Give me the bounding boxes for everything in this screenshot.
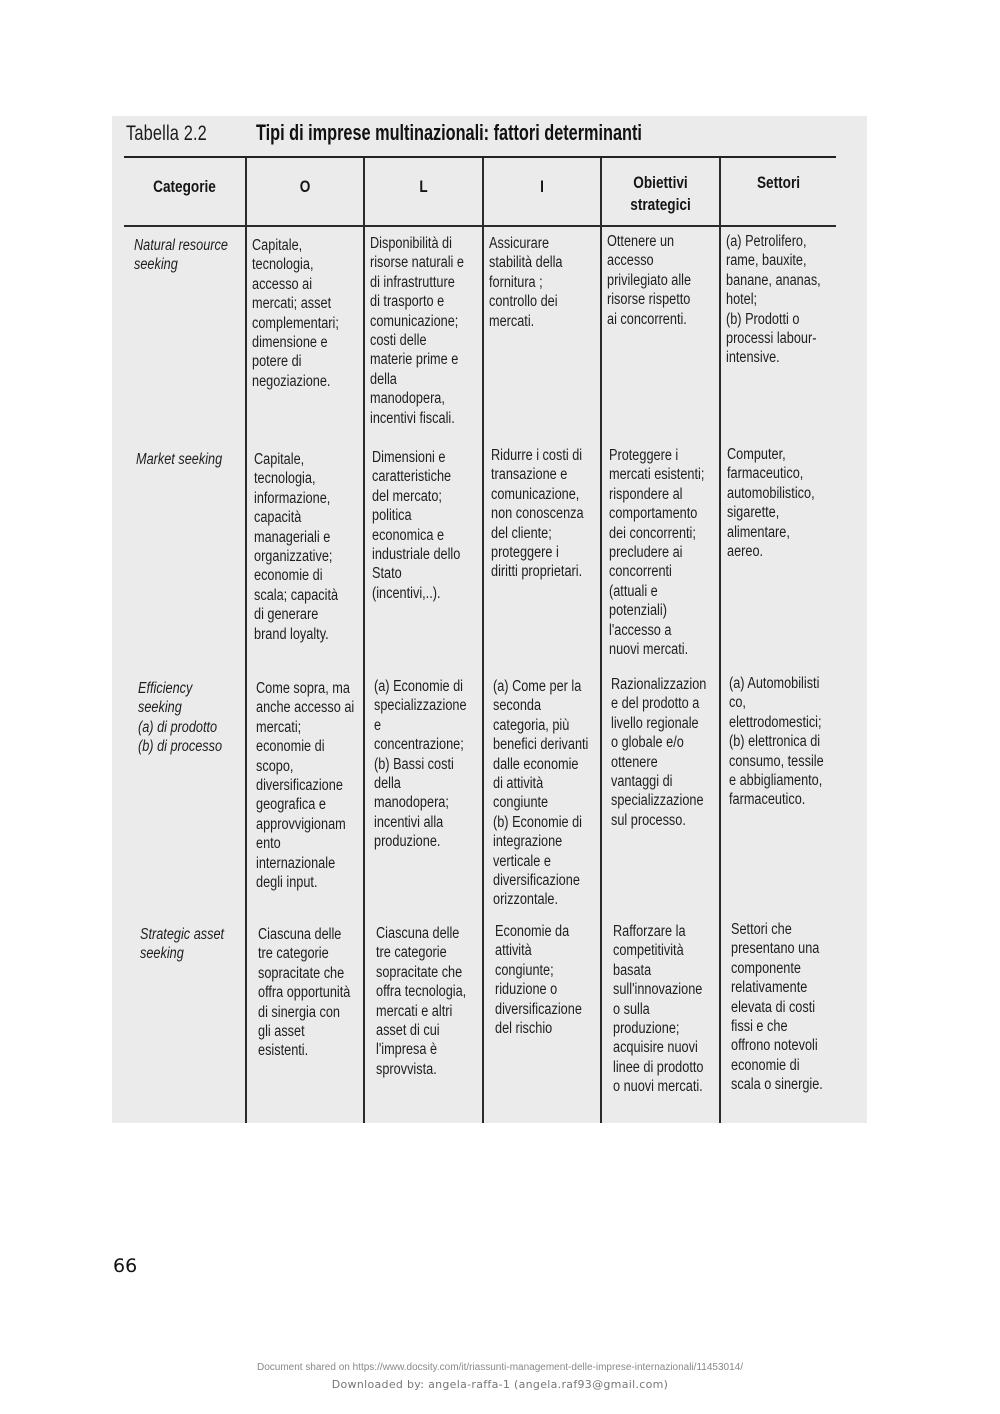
header-settori: Settori	[756, 173, 801, 192]
footer-download-notice: Downloaded by: angela-raffa-1 (angela.raf93@gmail.com)	[331, 1378, 669, 1391]
header-obiettivi-strategici: Obiettivi strategici	[630, 173, 691, 214]
row-3-o: Come sopra, ma anche accesso ai mercati; economie di scopo, diversificazione geografica e approvvigionam ento internazionale degli input.	[256, 680, 355, 892]
header-o: O	[299, 177, 311, 196]
row-2-l: Dimensioni e caratteristiche del mercato; politica economica e industriale dello Stato (incentivi,..).	[372, 449, 461, 602]
column-divider	[245, 158, 247, 1123]
row-4-categoria: Strategic asset seeking	[140, 926, 225, 963]
table-top-rule	[124, 156, 836, 158]
row-1-i: Assicurare stabilità della fornitura ; controllo dei mercati.	[489, 235, 563, 330]
footer-shared-notice: Document shared on https://www.docsity.com/it/riassunti-management-delle-imprese-internazionali/11453014/	[257, 1362, 743, 1373]
row-2-o: Capitale, tecnologia, informazione, capacità manageriali e organizzative; economie di scala; capacità di generare brand loyalty.	[254, 451, 339, 643]
row-2-obiettivi: Proteggere i mercati esistenti; rispondere al comportamento dei concorrenti; precludere ai concorrenti (attuali e potenziali) l'accesso a nuovi mercati.	[609, 447, 705, 659]
header-i: I	[540, 177, 544, 196]
table-caption	[126, 120, 642, 146]
row-4-settori: Settori che presentano una componente relativamente elevata di costi fissi e che offrono notevoli economie di scala o sinergie.	[731, 921, 823, 1094]
row-2-i: Ridurre i costi di transazione e comunicazione, non conoscenza del cliente; proteggere i diritti proprietari.	[491, 447, 584, 581]
row-4-i: Economie da attività congiunte; riduzione o diversificazione del rischio	[495, 923, 582, 1038]
row-2-categoria: Market seeking	[136, 451, 223, 468]
row-4-o: Ciascuna delle tre categorie sopracitate che offra opportunità di sinergia con gli asset esistenti.	[258, 926, 351, 1060]
column-divider	[363, 158, 365, 1123]
row-1-obiettivi: Ottenere un accesso privilegiato alle risorse rispetto ai concorrenti.	[607, 233, 692, 328]
column-divider	[600, 158, 602, 1123]
row-2-settori: Computer, farmaceutico, automobilistico, sigarette, alimentare, aereo.	[727, 446, 815, 561]
row-4-obiettivi: Rafforzare la competitività basata sull'innovazione o sulla produzione; acquisire nuovi linee di prodotto o nuovi mercati.	[613, 923, 704, 1096]
row-3-categoria: Efficiency seeking (a) di prodotto (b) di processo	[138, 680, 223, 756]
scanned-table-image	[112, 116, 867, 1123]
row-1-l: Disponibilità di risorse naturali e di infrastrutture di trasporto e comunicazione; costi delle materie prime e della manodopera, incentivi fiscali.	[370, 235, 464, 427]
table-label: Tabella 2.2	[126, 122, 207, 145]
row-1-categoria: Natural resource seeking	[134, 237, 228, 274]
page-number: 66	[113, 1255, 138, 1277]
column-divider	[482, 158, 484, 1123]
column-divider	[719, 158, 721, 1123]
row-4-l: Ciascuna delle tre categorie sopracitate che offra tecnologia, mercati e altri asset di cui l'impresa è sprovvista.	[376, 925, 467, 1078]
row-1-o: Capitale, tecnologia, accesso ai mercati; asset complementari; dimensione e potere di negoziazione.	[252, 237, 339, 390]
header-categorie: Categorie	[153, 177, 216, 196]
row-1-settori: (a) Petrolifero, rame, bauxite, banane, ananas, hotel; (b) Prodotti o processi labour- intensive.	[726, 233, 821, 367]
row-3-settori: (a) Automobilisti co, elettrodomestici; (b) elettronica di consumo, tessile e abbigliamento, farmaceutico.	[729, 675, 824, 809]
table-title: Tipi di imprese multinazionali: fattori determinanti	[256, 120, 642, 145]
header-l: L	[419, 177, 428, 196]
row-3-obiettivi: Razionalizzazion e del prodotto a livello regionale o globale e/o ottenere vantaggi di specializzazione sul processo.	[611, 676, 707, 829]
row-3-l: (a) Economie di specializzazione e concentrazione; (b) Bassi costi della manodopera; incentivi alla produzione.	[374, 678, 467, 851]
header-rule	[124, 225, 836, 227]
row-3-i: (a) Come per la seconda categoria, più benefici derivanti dalle economie di attività congiunte (b) Economie di integrazione verticale e diversificazione orizzontale.	[493, 678, 589, 909]
